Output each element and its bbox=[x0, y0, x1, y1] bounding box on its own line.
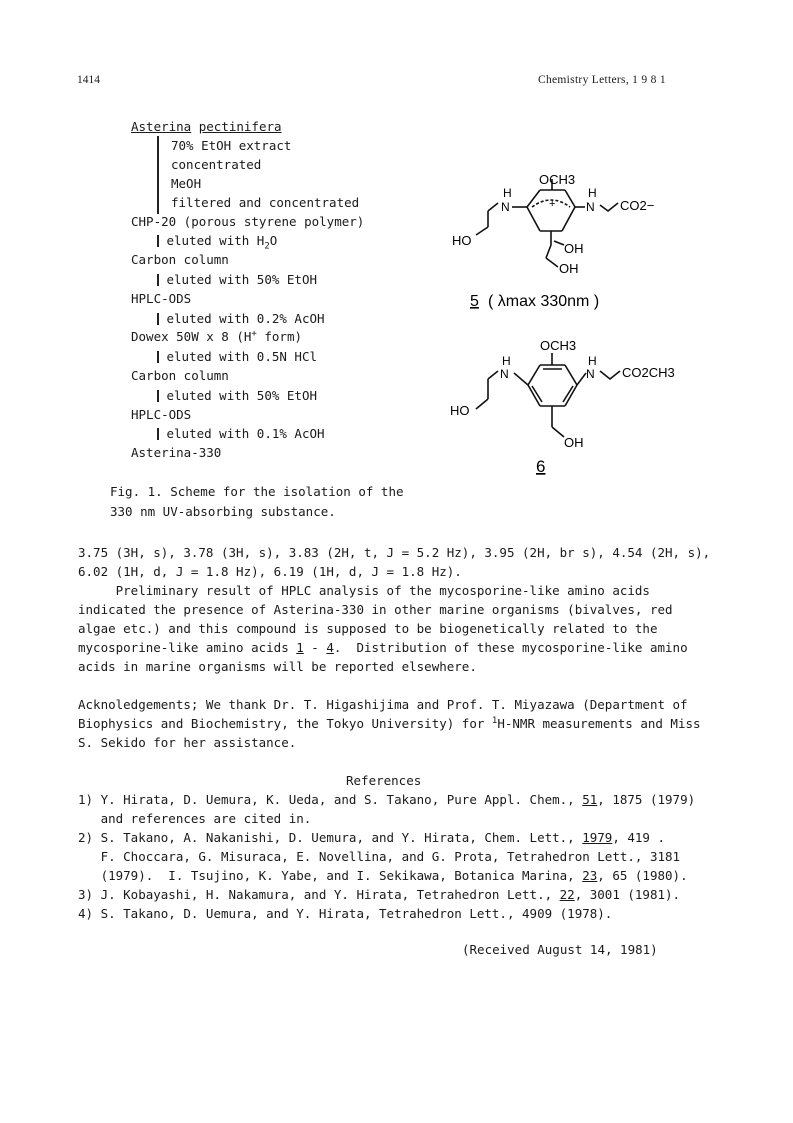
scheme-step: eluted with 0.2% AcOH bbox=[157, 311, 325, 326]
scheme-step: eluted with 50% EtOH bbox=[157, 388, 317, 403]
extract-step: MeOH bbox=[171, 176, 202, 191]
ho-label: HO bbox=[452, 233, 472, 248]
reference-item: (1979). I. Tsujino, K. Yabe, and I. Sekikawa, Botanica Marina, 23, 65 (1980). bbox=[78, 868, 688, 883]
paragraph-line: indicated the presence of Asterina-330 in other marine organisms (bivalves, red bbox=[78, 602, 673, 617]
och3-label: OCH3 bbox=[539, 172, 576, 187]
svg-text:+: + bbox=[549, 198, 556, 210]
scheme-product: Asterina-330 bbox=[131, 445, 222, 460]
scheme-material: HPLC-ODS bbox=[131, 291, 192, 306]
extract-step: 70% EtOH extract bbox=[171, 138, 292, 153]
compound-5-lambda: ( λmax 330nm ) bbox=[488, 293, 600, 310]
n-label: N bbox=[500, 367, 509, 381]
reference-item: 4) S. Takano, D. Uemura, and Y. Hirata, Tetrahedron Lett., 4909 (1978). bbox=[78, 906, 613, 921]
scheme-step: eluted with 0.5N HCl bbox=[157, 349, 317, 364]
organism-name: Asterina pectinifera bbox=[131, 119, 282, 134]
extract-bar bbox=[157, 136, 159, 214]
extract-step: concentrated bbox=[171, 157, 262, 172]
h-label: H bbox=[503, 186, 512, 200]
co2ch3-label: CO2CH3 bbox=[622, 365, 675, 380]
n-label: N bbox=[586, 200, 595, 214]
och3-label: OCH3 bbox=[540, 338, 577, 353]
scheme-step: eluted with $H_2O$ bbox=[157, 233, 277, 252]
structure-5-diagram bbox=[440, 165, 700, 320]
paragraph-line: acids in marine organisms will be reported elsewhere. bbox=[78, 659, 477, 674]
compound-6-number: 6 bbox=[536, 457, 546, 476]
oh-label: OH bbox=[564, 241, 584, 256]
reference-item: F. Choccara, G. Misuraca, E. Novellina, and G. Prota, Tetrahedron Lett., 3181 bbox=[78, 849, 681, 864]
h-label: H bbox=[502, 354, 511, 368]
reference-item: 3) J. Kobayashi, H. Nakamura, and Y. Hirata, Tetrahedron Lett., 22, 3001 (1981). bbox=[78, 887, 681, 902]
paragraph-line: mycosporine-like amino acids 1 - 4. Distribution of these mycosporine-like amino bbox=[78, 640, 688, 655]
oh-label: OH bbox=[559, 261, 579, 276]
ack-line: Biophysics and Biochemistry, the Tokyo University) for $^1$H-NMR measurements and Miss bbox=[78, 716, 701, 732]
journal-header: Chemistry Letters, 1 9 8 1 bbox=[538, 74, 666, 86]
h-label: H bbox=[588, 186, 597, 200]
scheme-material: Carbon column bbox=[131, 252, 229, 267]
references-heading: References bbox=[346, 773, 422, 788]
scheme-material: CHP-20 (porous styrene polymer) bbox=[131, 214, 365, 229]
h-label: H bbox=[588, 354, 597, 368]
scheme-material: Dowex 50W x 8 (H+ form) bbox=[131, 329, 302, 345]
received-date: (Received August 14, 1981) bbox=[462, 942, 658, 957]
scheme-material: HPLC-ODS bbox=[131, 407, 192, 422]
reference-item: and references are cited in. bbox=[78, 811, 312, 826]
figure-caption-line: Fig. 1. Scheme for the isolation of the bbox=[110, 484, 404, 499]
co2-label: CO2− bbox=[620, 198, 655, 213]
reference-item: 1) Y. Hirata, D. Uemura, K. Ueda, and S. Takano, Pure Appl. Chem., 51, 1875 (1979) bbox=[78, 792, 696, 807]
paragraph-line: algae etc.) and this compound is supposed to be biogenetically related to the bbox=[78, 621, 658, 636]
paragraph-line: Preliminary result of HPLC analysis of the mycosporine-like amino acids bbox=[78, 583, 650, 598]
ack-line: S. Sekido for her assistance. bbox=[78, 735, 297, 750]
ho-label: HO bbox=[450, 403, 470, 418]
n-label: N bbox=[501, 200, 510, 214]
figure-caption-line: 330 nm UV-absorbing substance. bbox=[110, 504, 336, 519]
compound-5-number: 5 bbox=[470, 293, 479, 310]
nmr-data-line: 3.75 (3H, s), 3.78 (3H, s), 3.83 (2H, t, J = 5.2 Hz), 3.95 (2H, br s), 4.54 (2H, s), bbox=[78, 545, 711, 560]
nmr-data-line: 6.02 (1H, d, J = 1.8 Hz), 6.19 (1H, d, J = 1.8 Hz). bbox=[78, 564, 462, 579]
reference-item: 2) S. Takano, A. Nakanishi, D. Uemura, and Y. Hirata, Chem. Lett., 1979, 419 . bbox=[78, 830, 666, 845]
scheme-step: eluted with 50% EtOH bbox=[157, 272, 317, 287]
scheme-material: Carbon column bbox=[131, 368, 229, 383]
ack-line: Acknoledgements; We thank Dr. T. Higashijima and Prof. T. Miyazawa (Department of bbox=[78, 697, 688, 712]
scheme-step: eluted with 0.1% AcOH bbox=[157, 426, 325, 441]
n-label: N bbox=[586, 367, 595, 381]
structure-6-diagram bbox=[440, 335, 700, 485]
page-number: 1414 bbox=[77, 74, 100, 86]
extract-step: filtered and concentrated bbox=[171, 195, 360, 210]
oh-label: OH bbox=[564, 435, 584, 450]
